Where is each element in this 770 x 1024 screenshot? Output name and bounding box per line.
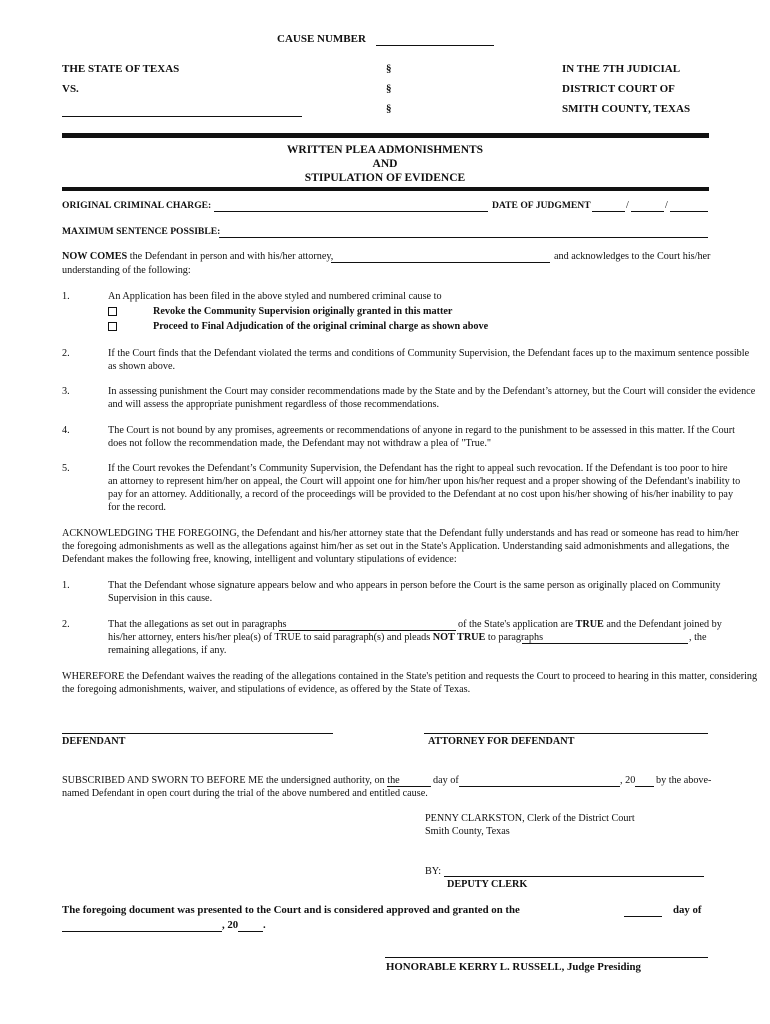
- wherefore-line-1: WHEREFORE the Defendant waives the reading of the allegations contained in the State's petition and requests the Court to proceed to hearing in this matter, considering: [62, 671, 758, 682]
- title-rule: [62, 187, 709, 191]
- stip-2-d: his/her attorney, enters his/her plea(s) of TRUE to said paragraph(s) and pleads: [108, 632, 431, 643]
- deputy-signature-line[interactable]: [444, 876, 704, 877]
- stip-2-text-f: , the: [689, 632, 707, 643]
- sworn-text-a: SUBSCRIBED AND SWORN TO BEFORE ME the undersigned authority, on the: [62, 775, 400, 786]
- item-2-line-2: as shown above.: [108, 361, 176, 372]
- wherefore-line-2: the foregoing admonishments, waiver, and stipulations of evidence, as offered by the State of Texas.: [62, 684, 471, 695]
- intro-text: [62, 250, 333, 264]
- now-comes: NOW COMES: [62, 251, 128, 262]
- approval-text-d: .: [263, 919, 266, 931]
- item-5-line-4: for the record.: [108, 502, 166, 513]
- party-state: THE STATE OF TEXAS: [62, 63, 180, 75]
- stip-number: 2.: [62, 619, 70, 630]
- stip-2-e: to paragraphs: [487, 632, 544, 643]
- item-number: 3.: [62, 386, 70, 397]
- title-line-2: AND: [372, 158, 398, 170]
- option-adjudicate-label: Proceed to Final Adjudication of the original criminal charge as shown above: [153, 321, 489, 332]
- item-1-text: An Application has been filed in the above styled and numbered criminal cause to: [108, 291, 442, 302]
- option-revoke[interactable]: [108, 305, 452, 319]
- stip-1-line-1: That the Defendant whose signature appears below and who appears in person before the Court is the same person as originally placed on Community: [108, 580, 721, 591]
- intro-text-2: and acknowledges to the Court his/her: [554, 251, 711, 262]
- date-of-judgment-label: DATE OF JUDGMENT: [492, 200, 591, 211]
- date-separator: /: [665, 200, 668, 211]
- item-number: 1.: [62, 291, 70, 302]
- original-charge-field[interactable]: [214, 211, 488, 212]
- approval-text-c: , 20: [222, 919, 239, 931]
- title-line-3: STIPULATION OF EVIDENCE: [304, 172, 466, 184]
- max-sentence-label: MAXIMUM SENTENCE POSSIBLE:: [62, 226, 221, 237]
- judgment-month-field[interactable]: [592, 211, 625, 212]
- top-rule: [62, 133, 709, 138]
- sworn-line-2: named Defendant in open court during the trial of the above numbered and entitled cause.: [62, 788, 428, 799]
- court-line-2: DISTRICT COURT OF: [562, 83, 675, 95]
- section-symbol: §: [386, 83, 392, 95]
- stip-2-b: of the State's application are: [458, 619, 573, 630]
- sworn-text-d: by the above-: [656, 775, 712, 786]
- approval-text-b: day of: [673, 904, 702, 916]
- ack-line-1: ACKNOWLEDGING THE FOREGOING, the Defendant and his/her attorney state that the Defendant fully understands and has read or someone has read to him/her: [62, 528, 739, 539]
- defendant-signature-line[interactable]: [62, 733, 333, 734]
- cause-number-field[interactable]: [376, 45, 494, 46]
- deputy-clerk-label: DEPUTY CLERK: [447, 879, 528, 890]
- stip-1-line-2: Supervision in this cause.: [108, 593, 213, 604]
- item-5-line-3: pay for an attorney. Additionally, a record of the proceedings will be provided to the Defendant at no cost upon his/her showing of his/her inability to pay: [108, 489, 734, 500]
- attorney-name-field[interactable]: [331, 262, 550, 263]
- item-2-line-1: If the Court finds that the Defendant violated the terms and conditions of Community Supervision, the Defendant faces up to the maximum sentence possible: [108, 348, 750, 359]
- item-3-line-2: and will assess the appropriate punishment regardless of those recommendations.: [108, 399, 440, 410]
- approval-day-field[interactable]: [624, 916, 662, 917]
- clerk-name: PENNY CLARKSTON, Clerk of the District Court: [425, 813, 635, 824]
- stip-2-c: and the Defendant joined by: [606, 619, 722, 630]
- item-5-line-1: If the Court revokes the Defendant’s Community Supervision, the Defendant has the right to appeal such revocation. If the Defendant is too poor to hire: [108, 463, 728, 474]
- cause-number-label: CAUSE NUMBER: [277, 33, 366, 45]
- approval-text-a: The foregoing document was presented to the Court and is considered approved and granted on the: [62, 904, 520, 916]
- stip-2-text-a: That the allegations as set out in paragraphs: [108, 619, 287, 630]
- judge-signature-line[interactable]: [385, 957, 708, 958]
- judgment-year-field[interactable]: [670, 211, 708, 212]
- sworn-month-field[interactable]: [459, 786, 620, 787]
- sworn-year-field[interactable]: [635, 786, 654, 787]
- sworn-text-b: day of: [433, 775, 459, 786]
- approval-month-field[interactable]: [62, 931, 222, 932]
- stip-2-text-b: [458, 618, 722, 632]
- court-line-1: IN THE 7TH JUDICIAL: [562, 63, 681, 75]
- not-true-paragraphs-field[interactable]: [522, 643, 688, 644]
- item-4-line-2: does not follow the recommendation made, the Defendant may not withdraw a plea of "True.": [108, 438, 492, 449]
- checkbox-revoke[interactable]: [108, 307, 117, 316]
- sworn-text-c: , 20: [620, 775, 636, 786]
- item-number: 5.: [62, 463, 70, 474]
- by-label: BY:: [425, 866, 442, 877]
- judgment-day-field[interactable]: [631, 211, 664, 212]
- item-3-line-1: In assessing punishment the Court may consider recommendations made by the State and by the Defendant’s attorney, but the Court will consider the evidence: [108, 386, 756, 397]
- attorney-label: ATTORNEY FOR DEFENDANT: [428, 736, 575, 747]
- item-4-line-1: The Court is not bound by any promises, agreements or recommendations of anyone in regard to the punishment to be assessed in this matter. If the Court: [108, 425, 735, 436]
- defendant-label: DEFENDANT: [62, 736, 126, 747]
- date-separator: /: [626, 200, 629, 211]
- stip-number: 1.: [62, 580, 70, 591]
- original-charge-label: ORIGINAL CRIMINAL CHARGE:: [62, 200, 212, 211]
- section-symbol: §: [386, 103, 392, 115]
- true-label: TRUE: [575, 619, 604, 630]
- checkbox-adjudicate[interactable]: [108, 322, 117, 331]
- ack-line-3: Defendant makes the following free, knowing, intelligent and voluntary stipulations of evidence:: [62, 554, 457, 565]
- section-symbol: §: [386, 63, 392, 75]
- intro-text-3: understanding of the following:: [62, 265, 191, 276]
- title-line-1: WRITTEN PLEA ADMONISHMENTS: [286, 144, 484, 156]
- party-vs: VS.: [62, 83, 79, 95]
- court-line-3: SMITH COUNTY, TEXAS: [562, 103, 691, 115]
- item-number: 4.: [62, 425, 70, 436]
- stip-2-text-d: [108, 631, 543, 645]
- intro-text-1: the Defendant in person and with his/her attorney,: [129, 251, 334, 262]
- option-revoke-label: Revoke the Community Supervision originally granted in this matter: [153, 306, 453, 317]
- max-sentence-field[interactable]: [219, 237, 708, 238]
- clerk-county: Smith County, Texas: [425, 826, 510, 837]
- ack-line-2: the foregoing admonishments as well as the allegations against him/her as set out in the State's Application. Understanding said admonishments and allegations, the: [62, 541, 730, 552]
- item-number: 2.: [62, 348, 70, 359]
- defendant-name-field[interactable]: [62, 116, 302, 117]
- judge-label: HONORABLE KERRY L. RUSSELL, Judge Presiding: [386, 961, 641, 973]
- item-5-line-2: an attorney to represent him/her on appeal, the Court will appoint one for him/her upon his/her request and a proper showing of the Defendant's inability to: [108, 476, 741, 487]
- approval-year-field[interactable]: [238, 931, 263, 932]
- stip-2-text-g: remaining allegations, if any.: [108, 645, 227, 656]
- not-true-label: NOT TRUE: [432, 632, 486, 643]
- attorney-signature-line[interactable]: [424, 733, 708, 734]
- option-adjudicate[interactable]: [108, 320, 488, 334]
